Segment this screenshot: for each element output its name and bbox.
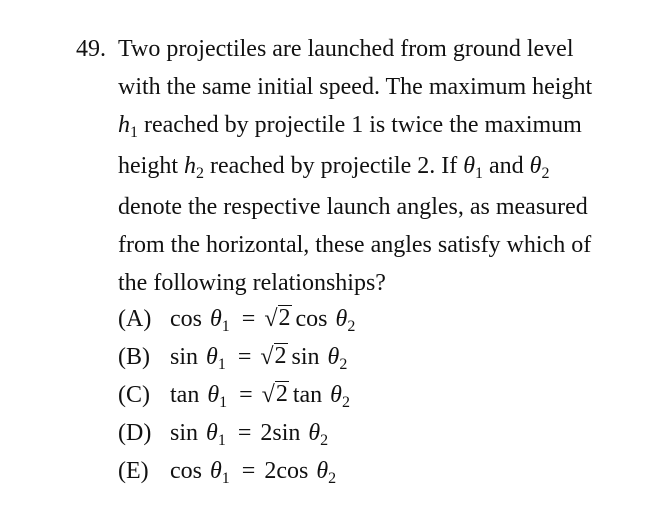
stem-line-1: [118, 30, 658, 68]
question-number: 49.: [76, 36, 106, 62]
choice-b[interactable]: [118, 338, 658, 376]
choice-letter: (B): [118, 344, 150, 370]
choice-d[interactable]: [118, 414, 658, 452]
subscript: 1: [475, 165, 484, 182]
coefficient: 2: [260, 420, 273, 446]
choice-expression: sin $\theta_1$ = 2 sin $\theta_2$: [170, 414, 328, 452]
stem-text: reached by projectile 1 is twice the maximum: [138, 112, 582, 138]
choice-letter: (E): [118, 458, 149, 484]
answer-choices: [118, 300, 658, 490]
choice-expression: tan $\theta_1$ = √ 2 tan $\theta_2$: [170, 376, 350, 414]
choice-expression: sin $\theta_1$ = √ 2 sin $\theta_2$: [170, 338, 347, 376]
stem-text: Two projectiles are launched from ground level: [118, 36, 574, 62]
stem-line-2: [118, 68, 658, 106]
question-stem: [118, 30, 658, 302]
stem-line-5: [118, 188, 658, 226]
choice-letter: (A): [118, 306, 152, 332]
subscript: 1: [130, 124, 138, 141]
choice-expression: cos $\theta_1$ = 2 cos $\theta_2$: [170, 452, 336, 490]
choice-a[interactable]: [118, 300, 658, 338]
choice-letter: (D): [118, 420, 152, 446]
stem-line-3: [118, 106, 658, 144]
variable-theta: $\theta_2$: [529, 153, 550, 182]
variable-theta: $\theta_1$: [463, 153, 484, 182]
choice-expression: cos $\theta_1$ = √ 2 cos $\theta_2$: [170, 300, 355, 338]
coefficient: 2: [264, 458, 277, 484]
choice-e[interactable]: [118, 452, 658, 490]
variable-h: $h_2$: [184, 153, 204, 182]
square-root: √ 2: [261, 381, 288, 408]
choice-letter: (C): [118, 382, 150, 408]
stem-line-7: [118, 264, 658, 302]
square-root: √ 2: [260, 343, 287, 370]
stem-text: from the horizontal, these angles satisfy which of: [118, 232, 592, 258]
stem-text: and: [483, 153, 530, 179]
variable-h: $h_1$: [118, 112, 138, 141]
subscript: 2: [196, 165, 204, 182]
square-root: √ 2: [264, 305, 291, 332]
stem-text: with the same initial speed. The maximum height: [118, 74, 593, 100]
stem-text: reached by projectile 2. If: [204, 153, 464, 179]
stem-line-6: [118, 226, 658, 264]
choice-c[interactable]: [118, 376, 658, 414]
stem-text: height: [118, 153, 184, 179]
stem-text: denote the respective launch angles, as measured: [118, 194, 588, 220]
stem-line-4: [118, 144, 658, 188]
stem-text: the following relationships?: [118, 270, 386, 296]
subscript: 2: [541, 165, 550, 182]
